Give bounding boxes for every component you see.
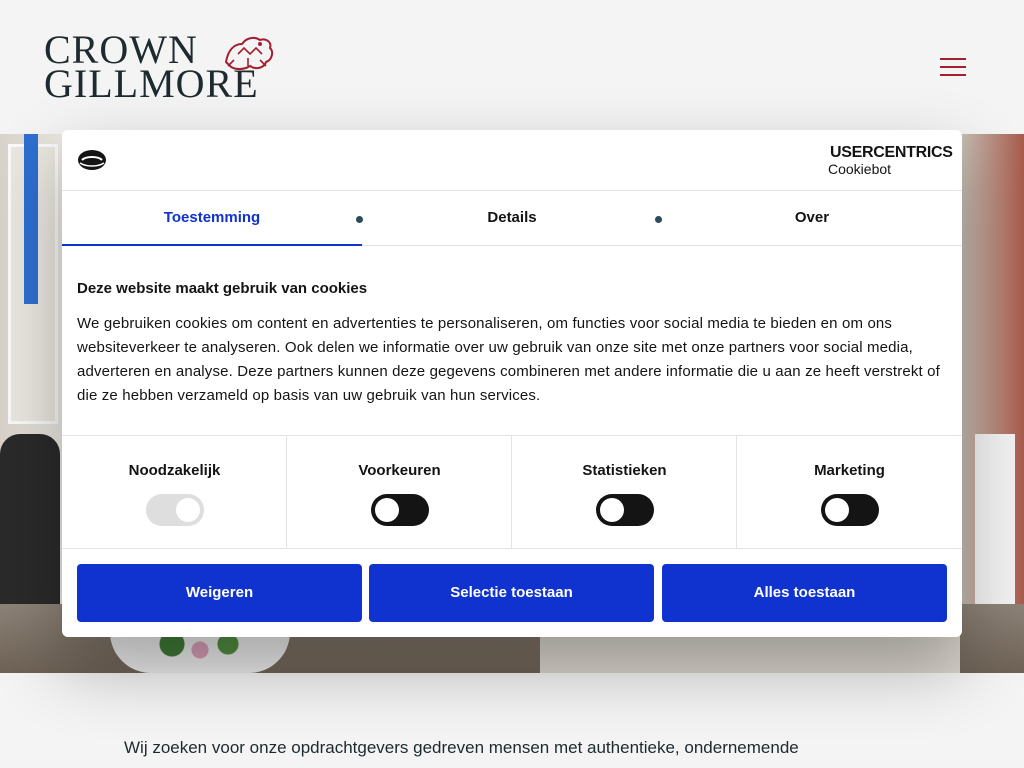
tab-separator-dot xyxy=(655,216,662,223)
toggle-label: Noodzakelijk xyxy=(128,462,221,479)
tab-over[interactable]: Over xyxy=(794,209,830,226)
consent-content xyxy=(77,280,947,408)
lion-crest-icon xyxy=(220,32,276,72)
consent-buttons xyxy=(77,564,947,622)
logo-text-crown: CROWN xyxy=(44,27,198,72)
logo-text-gillmore: GILLMORE xyxy=(44,61,259,106)
voorkeuren-switch[interactable] xyxy=(371,494,429,526)
crown-gillmore-logo[interactable] xyxy=(44,27,284,106)
usercentrics-cookiebot-logo xyxy=(828,144,953,178)
hamburger-menu-icon[interactable] xyxy=(940,56,966,78)
toggle-noodzakelijk xyxy=(62,436,287,549)
site-header xyxy=(0,0,1024,134)
toggle-label: Statistieken xyxy=(582,462,667,479)
brand-name: USERCENTRICS xyxy=(830,144,953,161)
toggle-label: Marketing xyxy=(814,462,885,479)
toggle-statistieken xyxy=(512,436,737,549)
weigeren-button[interactable]: Weigeren xyxy=(77,564,362,622)
tab-toestemming[interactable]: Toestemming xyxy=(62,191,362,246)
toggle-label: Voorkeuren xyxy=(358,462,441,479)
consent-body: We gebruiken cookies om content en advertenties te personaliseren, om functies voor social media te bieden en om ons websiteverkeer te analyseren. Ook delen we informatie over uw gebruik van onze site met onze partners voor social media, adverteren en analyse. Deze partners kunnen deze gegevens combineren met andere informatie die u aan ze heeft verstrekt of die ze hebben verzameld op basis van uw gebruik van hun services. xyxy=(77,315,940,404)
toggle-marketing xyxy=(737,436,962,549)
consent-toggles xyxy=(62,435,962,549)
toggle-voorkeuren xyxy=(287,436,512,549)
marketing-switch[interactable] xyxy=(821,494,879,526)
statistieken-switch[interactable] xyxy=(596,494,654,526)
alles-toestaan-button[interactable]: Alles toestaan xyxy=(662,564,947,622)
dialog-header xyxy=(62,130,962,191)
noodzakelijk-switch xyxy=(146,494,204,526)
selectie-toestaan-button[interactable]: Selectie toestaan xyxy=(369,564,654,622)
tab-details[interactable]: Details xyxy=(487,209,537,226)
dialog-tabs xyxy=(62,191,962,246)
brand-sub: Cookiebot xyxy=(828,161,892,177)
cookie-icon xyxy=(76,148,108,172)
cookie-consent-dialog xyxy=(62,130,962,637)
intro-paragraph: Wij zoeken voor onze opdrachtgevers gedreven mensen met authentieke, ondernemende xyxy=(124,738,799,757)
consent-heading: Deze website maakt gebruik van cookies xyxy=(77,280,368,297)
